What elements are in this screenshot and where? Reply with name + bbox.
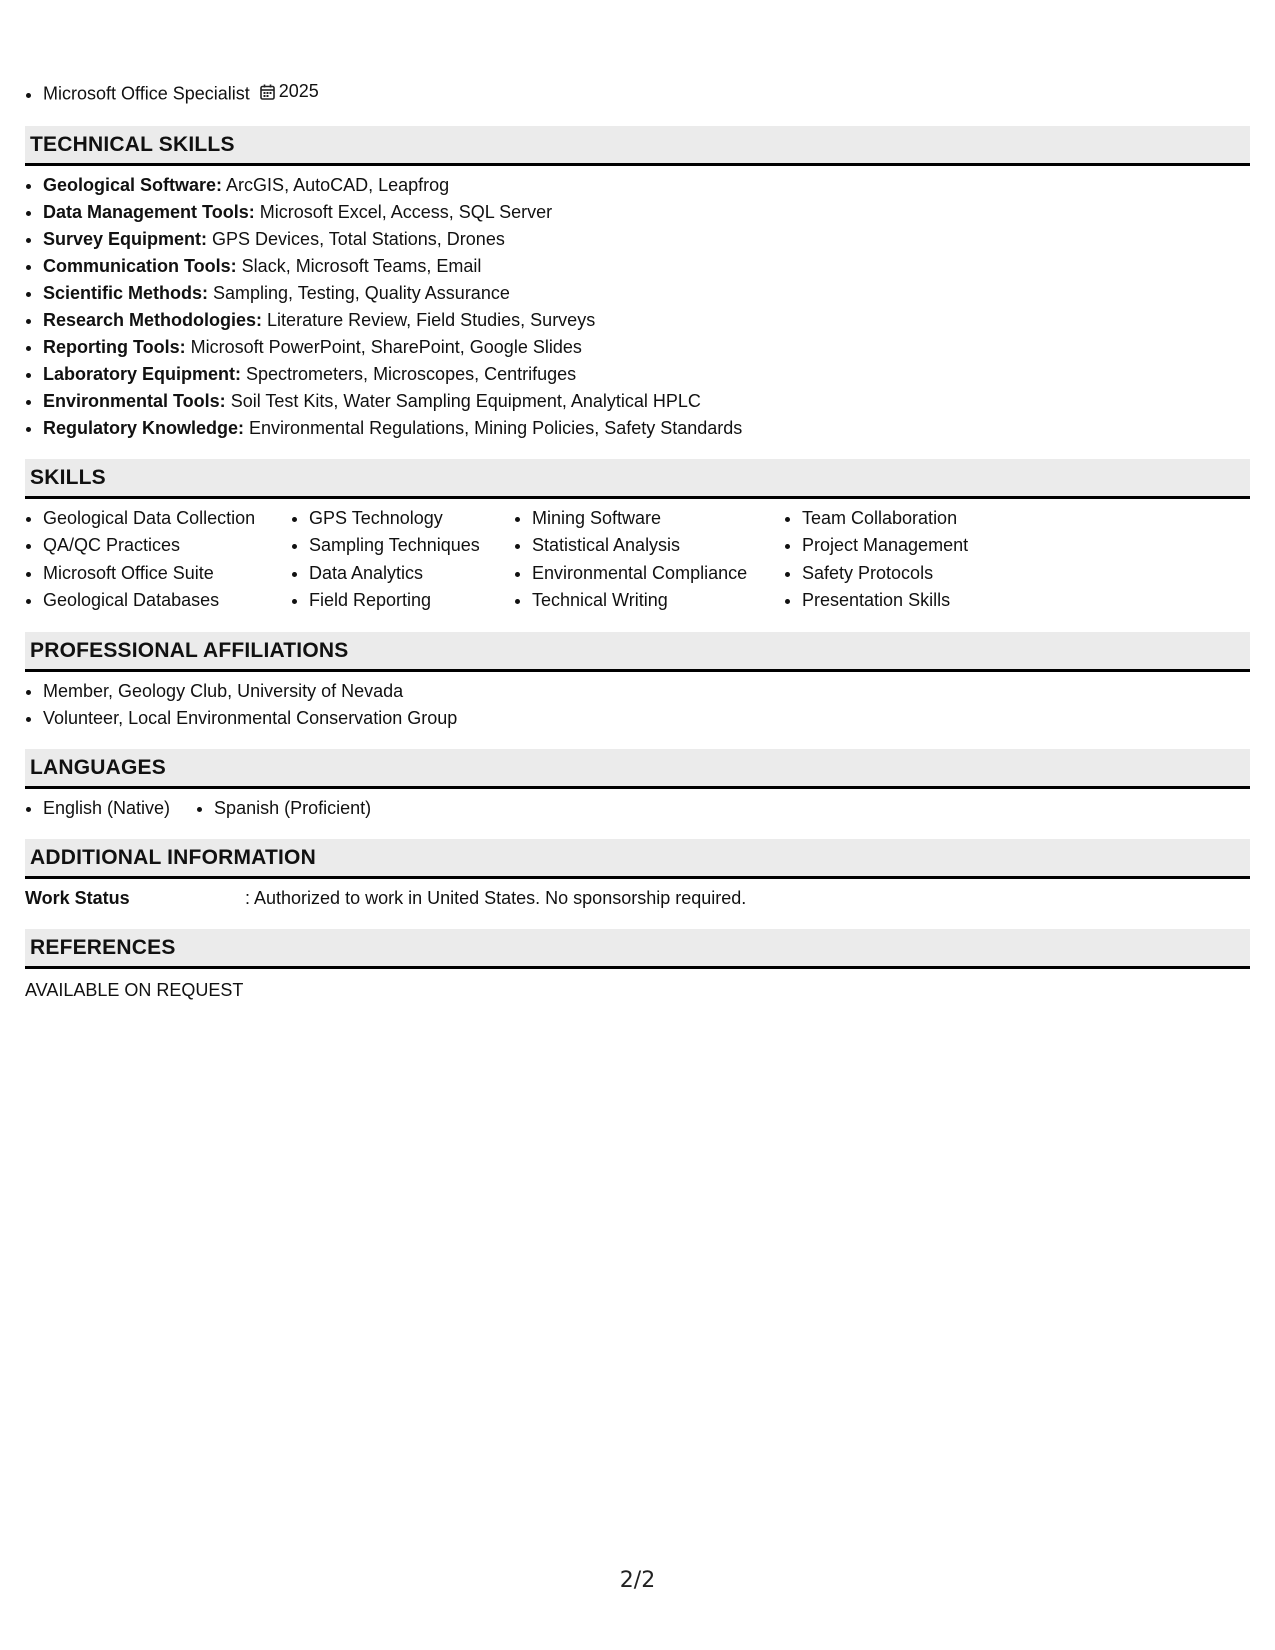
section-header-professional-affiliations: PROFESSIONAL AFFILIATIONS xyxy=(25,632,1250,672)
technical-skill-item xyxy=(43,199,1250,226)
technical-skill-value: Microsoft Excel, Access, SQL Server xyxy=(254,201,553,222)
technical-skill-value: Soil Test Kits, Water Sampling Equipment, Analytical HPLC xyxy=(225,390,701,411)
certification-year: 2025 xyxy=(278,81,319,101)
section-header-skills: SKILLS xyxy=(25,459,1250,499)
skills-column xyxy=(514,505,784,615)
technical-skill-value: Literature Review, Field Studies, Surveys xyxy=(262,309,596,330)
skill-item: • Team Collaboration xyxy=(802,505,1032,533)
skill-item: • Safety Protocols xyxy=(802,560,1032,588)
language-item: • English (Native) xyxy=(43,795,170,822)
technical-skill-item xyxy=(43,172,1250,199)
technical-skill-item xyxy=(43,226,1250,253)
language-item: • Spanish (Proficient) xyxy=(214,795,371,822)
technical-skill-label: Survey Equipment: xyxy=(43,228,208,249)
calendar-icon xyxy=(260,84,275,100)
skill-item: • Mining Software xyxy=(532,505,784,533)
technical-skill-item xyxy=(43,307,1250,334)
certification-name: Microsoft Office Specialist xyxy=(43,83,250,104)
skills-column xyxy=(784,505,1032,615)
technical-skill-value: GPS Devices, Total Stations, Drones xyxy=(207,228,505,249)
work-status-label: Work Status xyxy=(25,887,130,908)
page-number: 2/2 xyxy=(619,1568,656,1593)
skill-item: • Field Reporting xyxy=(309,587,514,615)
technical-skill-label: Regulatory Knowledge: xyxy=(43,417,245,438)
skill-item: • Presentation Skills xyxy=(802,587,1032,615)
technical-skill-label: Research Methodologies: xyxy=(43,309,263,330)
work-status-row xyxy=(25,885,1250,912)
technical-skill-label: Communication Tools: xyxy=(43,255,237,276)
technical-skill-value: Microsoft PowerPoint, SharePoint, Google Slides xyxy=(185,336,582,357)
languages-list xyxy=(25,795,1250,822)
technical-skill-value: Environmental Regulations, Mining Policies, Safety Standards xyxy=(244,417,743,438)
technical-skill-item xyxy=(43,388,1250,415)
skill-item: • Technical Writing xyxy=(532,587,784,615)
affiliations-list xyxy=(25,678,1250,732)
technical-skill-item xyxy=(43,361,1250,388)
technical-skill-label: Reporting Tools: xyxy=(43,336,186,357)
certification-date xyxy=(260,78,319,105)
skill-item: • Statistical Analysis xyxy=(532,532,784,560)
skills-grid xyxy=(25,505,1250,615)
technical-skill-item xyxy=(43,253,1250,280)
affiliation-item: • Member, Geology Club, University of Nevada xyxy=(43,678,1250,705)
section-header-references: REFERENCES xyxy=(25,929,1250,969)
technical-skill-item xyxy=(43,415,1250,442)
skill-item: • Sampling Techniques xyxy=(309,532,514,560)
skill-item: • Geological Data Collection xyxy=(43,505,291,533)
skills-column xyxy=(25,505,291,615)
section-header-additional-information: ADDITIONAL INFORMATION xyxy=(25,839,1250,879)
skill-item: • Data Analytics xyxy=(309,560,514,588)
skill-item: • QA/QC Practices xyxy=(43,532,291,560)
technical-skill-label: Scientific Methods: xyxy=(43,282,209,303)
technical-skills-list xyxy=(25,172,1250,442)
skill-item: • Geological Databases xyxy=(43,587,291,615)
references-text: AVAILABLE ON REQUEST xyxy=(25,979,244,1000)
technical-skill-label: Data Management Tools: xyxy=(43,201,255,222)
work-status-value: : Authorized to work in United States. No sponsorship required. xyxy=(245,887,747,908)
technical-skill-value: Slack, Microsoft Teams, Email xyxy=(236,255,482,276)
skill-item: • GPS Technology xyxy=(309,505,514,533)
technical-skill-value: ArcGIS, AutoCAD, Leapfrog xyxy=(222,174,450,195)
technical-skill-label: Laboratory Equipment: xyxy=(43,363,242,384)
skill-item: • Project Management xyxy=(802,532,1032,560)
skill-item: • Microsoft Office Suite xyxy=(43,560,291,588)
affiliation-item: • Volunteer, Local Environmental Conservation Group xyxy=(43,705,1250,732)
technical-skill-item xyxy=(43,280,1250,307)
section-header-technical-skills: TECHNICAL SKILLS xyxy=(25,126,1250,166)
section-header-languages: LANGUAGES xyxy=(25,749,1250,789)
technical-skill-label: Geological Software: xyxy=(43,174,223,195)
skills-column xyxy=(291,505,514,615)
technical-skill-value: Spectrometers, Microscopes, Centrifuges xyxy=(241,363,577,384)
technical-skill-value: Sampling, Testing, Quality Assurance xyxy=(208,282,510,303)
skill-item: • Environmental Compliance xyxy=(532,560,784,588)
certification-item xyxy=(43,78,1250,108)
technical-skill-label: Environmental Tools: xyxy=(43,390,226,411)
certification-list xyxy=(25,78,1250,108)
technical-skill-item xyxy=(43,334,1250,361)
resume-page xyxy=(25,0,1250,1004)
